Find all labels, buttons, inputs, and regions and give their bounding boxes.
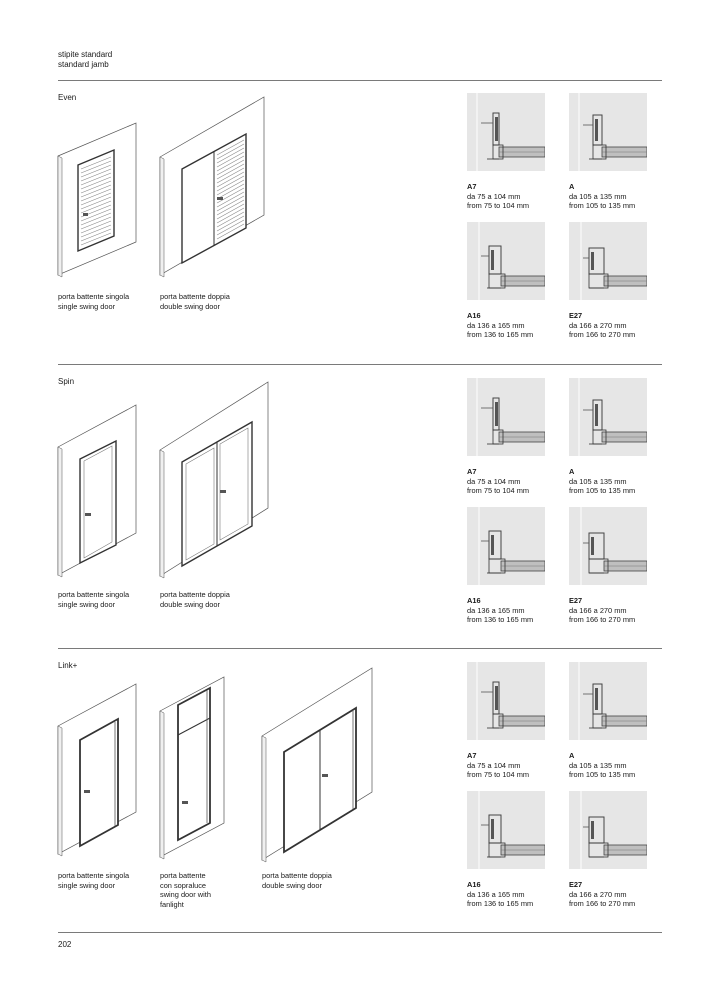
- footer-divider: [58, 932, 662, 933]
- jamb-range-it: da 166 a 270 mm: [569, 889, 627, 899]
- jamb-section-drawing: [569, 507, 647, 585]
- jamb-code: A: [569, 751, 575, 760]
- door-caption-it-line2: con sopraluce: [160, 880, 207, 890]
- spin-single-door-illustration: [58, 405, 138, 575]
- jamb-section-drawing: [467, 93, 545, 171]
- jamb-spec-caption: [569, 596, 635, 625]
- door-caption-en: single swing door: [58, 880, 116, 890]
- jamb-range-en: from 166 to 270 mm: [569, 330, 636, 340]
- jamb-range-en: from 136 to 165 mm: [467, 899, 534, 909]
- door-caption: [160, 871, 211, 909]
- jamb-section-drawing: [569, 662, 647, 740]
- jamb-spec-caption: [467, 467, 529, 496]
- door-caption-it: porta battente singola: [58, 590, 130, 599]
- jamb-spec-caption: [569, 311, 635, 340]
- jamb-range-it: da 75 a 104 mm: [467, 191, 521, 201]
- header-title-it: stipite standard: [58, 50, 113, 59]
- jamb-spec-caption: [569, 880, 635, 909]
- door-caption-it: porta battente: [160, 871, 206, 880]
- door-caption: [160, 590, 230, 609]
- jamb-section-drawing: [569, 378, 647, 456]
- jamb-range-it: da 105 a 135 mm: [569, 760, 627, 770]
- door-caption-en: double swing door: [160, 301, 220, 311]
- link-single-door-illustration: [58, 684, 138, 856]
- jamb-code: E27: [569, 880, 583, 889]
- document-header: [58, 50, 112, 70]
- jamb-code: A16: [467, 311, 481, 320]
- section-divider: [58, 80, 662, 81]
- header-title-en: standard jamb: [58, 60, 109, 69]
- jamb-range-it: da 136 a 165 mm: [467, 889, 525, 899]
- jamb-range-en: from 136 to 165 mm: [467, 615, 534, 625]
- door-caption: [58, 590, 129, 609]
- jamb-section-drawing: [467, 222, 545, 300]
- jamb-code: A16: [467, 596, 481, 605]
- door-caption-en: double swing door: [262, 880, 322, 890]
- jamb-range-it: da 75 a 104 mm: [467, 476, 521, 486]
- jamb-range-en: from 105 to 135 mm: [569, 486, 636, 496]
- jamb-range-it: da 166 a 270 mm: [569, 605, 627, 615]
- jamb-range-it: da 166 a 270 mm: [569, 320, 627, 330]
- page-number: 202: [58, 940, 72, 949]
- section-divider: [58, 364, 662, 365]
- jamb-code: A7: [467, 182, 477, 191]
- jamb-spec-caption: [569, 467, 635, 496]
- jamb-spec-caption: [467, 751, 529, 780]
- jamb-spec-caption: [467, 182, 529, 211]
- jamb-range-en: from 75 to 104 mm: [467, 770, 530, 780]
- jamb-range-en: from 75 to 104 mm: [467, 201, 530, 211]
- door-caption: [160, 292, 230, 311]
- jamb-range-it: da 75 a 104 mm: [467, 760, 521, 770]
- jamb-code: A7: [467, 467, 477, 476]
- jamb-range-en: from 136 to 165 mm: [467, 330, 534, 340]
- jamb-range-en: from 75 to 104 mm: [467, 486, 530, 496]
- jamb-spec-caption: [569, 751, 635, 780]
- door-caption-en: swing door with: [160, 890, 211, 900]
- jamb-section-drawing: [467, 791, 545, 869]
- jamb-range-en: from 166 to 270 mm: [569, 615, 636, 625]
- section-title-spin: Spin: [58, 377, 75, 386]
- door-caption: [58, 871, 129, 890]
- door-caption-en: single swing door: [58, 599, 116, 609]
- jamb-spec-caption: [569, 182, 635, 211]
- jamb-range-en: from 166 to 270 mm: [569, 899, 636, 909]
- jamb-section-drawing: [569, 222, 647, 300]
- jamb-section-drawing: [569, 791, 647, 869]
- jamb-range-it: da 105 a 135 mm: [569, 191, 627, 201]
- section-title-link-plus: Link+: [58, 661, 78, 670]
- jamb-range-en: from 105 to 135 mm: [569, 201, 636, 211]
- door-caption-it: porta battente doppia: [160, 292, 230, 301]
- jamb-section-drawing: [467, 378, 545, 456]
- link-fanlight-door-illustration: [160, 677, 230, 859]
- jamb-section-drawing: [569, 93, 647, 171]
- link-double-door-illustration: [262, 668, 374, 860]
- jamb-spec-caption: [467, 311, 533, 340]
- door-caption-it: porta battente doppia: [262, 871, 332, 880]
- jamb-code: E27: [569, 596, 583, 605]
- jamb-spec-caption: [467, 880, 533, 909]
- jamb-section-drawing: [467, 662, 545, 740]
- section-divider: [58, 648, 662, 649]
- jamb-code: A16: [467, 880, 481, 889]
- section-title-even: Even: [58, 93, 77, 102]
- door-caption: [262, 871, 332, 890]
- even-single-door-illustration: [58, 123, 138, 278]
- even-double-door-illustration: [160, 97, 268, 277]
- jamb-section-drawing: [467, 507, 545, 585]
- jamb-code: E27: [569, 311, 583, 320]
- door-caption-it: porta battente doppia: [160, 590, 230, 599]
- door-caption-en: single swing door: [58, 301, 116, 311]
- spin-double-door-illustration: [160, 382, 270, 578]
- jamb-code: A: [569, 467, 575, 476]
- jamb-code: A: [569, 182, 575, 191]
- jamb-range-it: da 136 a 165 mm: [467, 320, 525, 330]
- jamb-spec-caption: [467, 596, 533, 625]
- jamb-code: A7: [467, 751, 477, 760]
- door-caption-it: porta battente singola: [58, 871, 130, 880]
- door-caption-en: double swing door: [160, 599, 220, 609]
- jamb-range-en: from 105 to 135 mm: [569, 770, 636, 780]
- jamb-range-it: da 105 a 135 mm: [569, 476, 627, 486]
- door-caption: [58, 292, 129, 311]
- door-caption-en-line2: fanlight: [160, 899, 184, 909]
- door-caption-it: porta battente singola: [58, 292, 130, 301]
- jamb-range-it: da 136 a 165 mm: [467, 605, 525, 615]
